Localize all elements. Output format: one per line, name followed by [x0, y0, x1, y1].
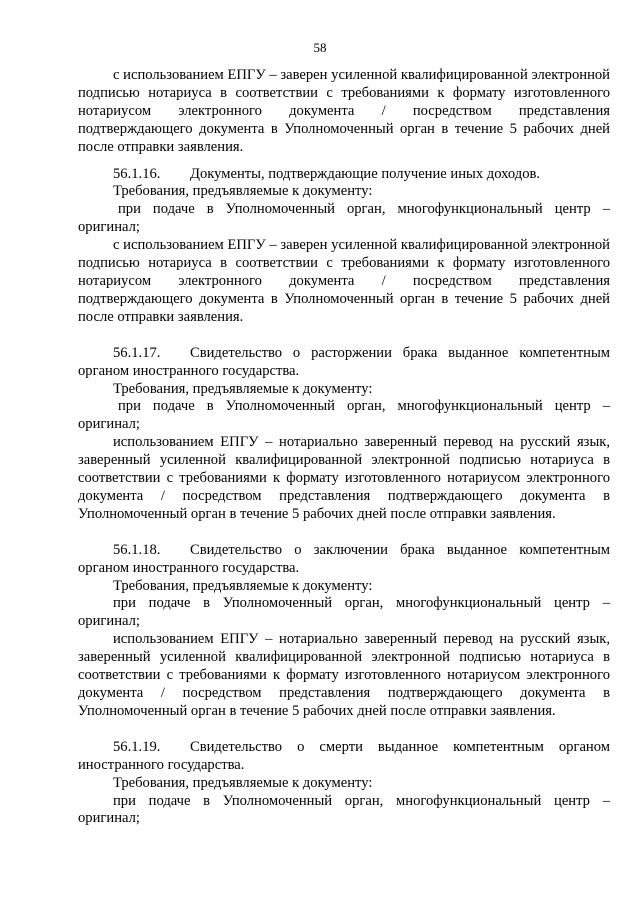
requirements-heading: Требования, предъявляемые к документу: — [113, 774, 373, 791]
in-person-requirement: при подаче в Уполномоченный орган, многофункциональный центр – оригинал; — [78, 595, 610, 630]
requirements-heading: Требования, предъявляемые к документу: — [113, 380, 373, 397]
section-56-1-17 — [78, 345, 610, 524]
section-56-1-18 — [78, 542, 610, 721]
in-person-requirement: при подаче в Уполномоченный орган, многофункциональный центр – оригинал; — [78, 792, 610, 827]
online-requirement: с использованием ЕПГУ – заверен усиленной квалифицированной электронной подписью нотариуса в соответствии с требованиями к формату изготовленного нотариусом электронного документа / посредством представления подтверждающего документа в Уполномоченный орган в течение 5 рабочих дней после отправки заявления. — [78, 237, 610, 325]
section-number: 56.1.17. — [113, 344, 161, 361]
online-requirement: использованием ЕПГУ – нотариально заверенный перевод на русский язык, заверенный усиленной квалифицированной электронной подписью нотариуса в соответствии с требованиями к формату изготовленного нотариусом электронного документа / посредством представления подтверждающего документа в Уполномоченный орган в течение 5 рабочих дней после отправки заявления. — [78, 631, 610, 719]
section-title: Свидетельство о заключении брака выданное компетентным органом иностранного государства. — [78, 541, 610, 576]
requirements-heading: Требования, предъявляемые к документу: — [113, 577, 373, 594]
in-person-requirement: при подаче в Уполномоченный орган, многофункциональный центр – оригинал; — [78, 201, 610, 236]
section-title: Свидетельство о расторжении брака выданное компетентным органом иностранного государства. — [78, 344, 610, 379]
page-number: 58 — [313, 40, 327, 55]
intro-paragraph: с использованием ЕПГУ – заверен усиленной квалифицированной электронной подписью нотариуса в соответствии с требованиями к формату изготовленного нотариусом электронного документа / посредством представления подтверждающего документа в Уполномоченный орган в течение 5 рабочих дней после отправки заявления. — [78, 67, 610, 155]
section-56-1-16 — [78, 166, 610, 327]
section-number: 56.1.18. — [113, 541, 161, 558]
document-body — [78, 67, 610, 828]
requirements-heading: Требования, предъявляемые к документу: — [113, 183, 373, 200]
in-person-requirement: при подаче в Уполномоченный орган, многофункциональный центр – оригинал; — [78, 398, 610, 433]
section-title: Свидетельство о смерти выданное компетентным органом иностранного государства. — [78, 738, 610, 773]
section-title: Документы, подтверждающие получение иных доходов. — [190, 165, 541, 182]
section-number: 56.1.19. — [113, 738, 161, 755]
section-56-1-19 — [78, 739, 610, 829]
section-number: 56.1.16. — [113, 165, 161, 182]
online-requirement: использованием ЕПГУ – нотариально заверенный перевод на русский язык, заверенный усиленной квалифицированной электронной подписью нотариуса в соответствии с требованиями к формату изготовленного нотариусом электронного документа / посредством представления подтверждающего документа в Уполномоченный орган в течение 5 рабочих дней после отправки заявления. — [78, 434, 610, 522]
